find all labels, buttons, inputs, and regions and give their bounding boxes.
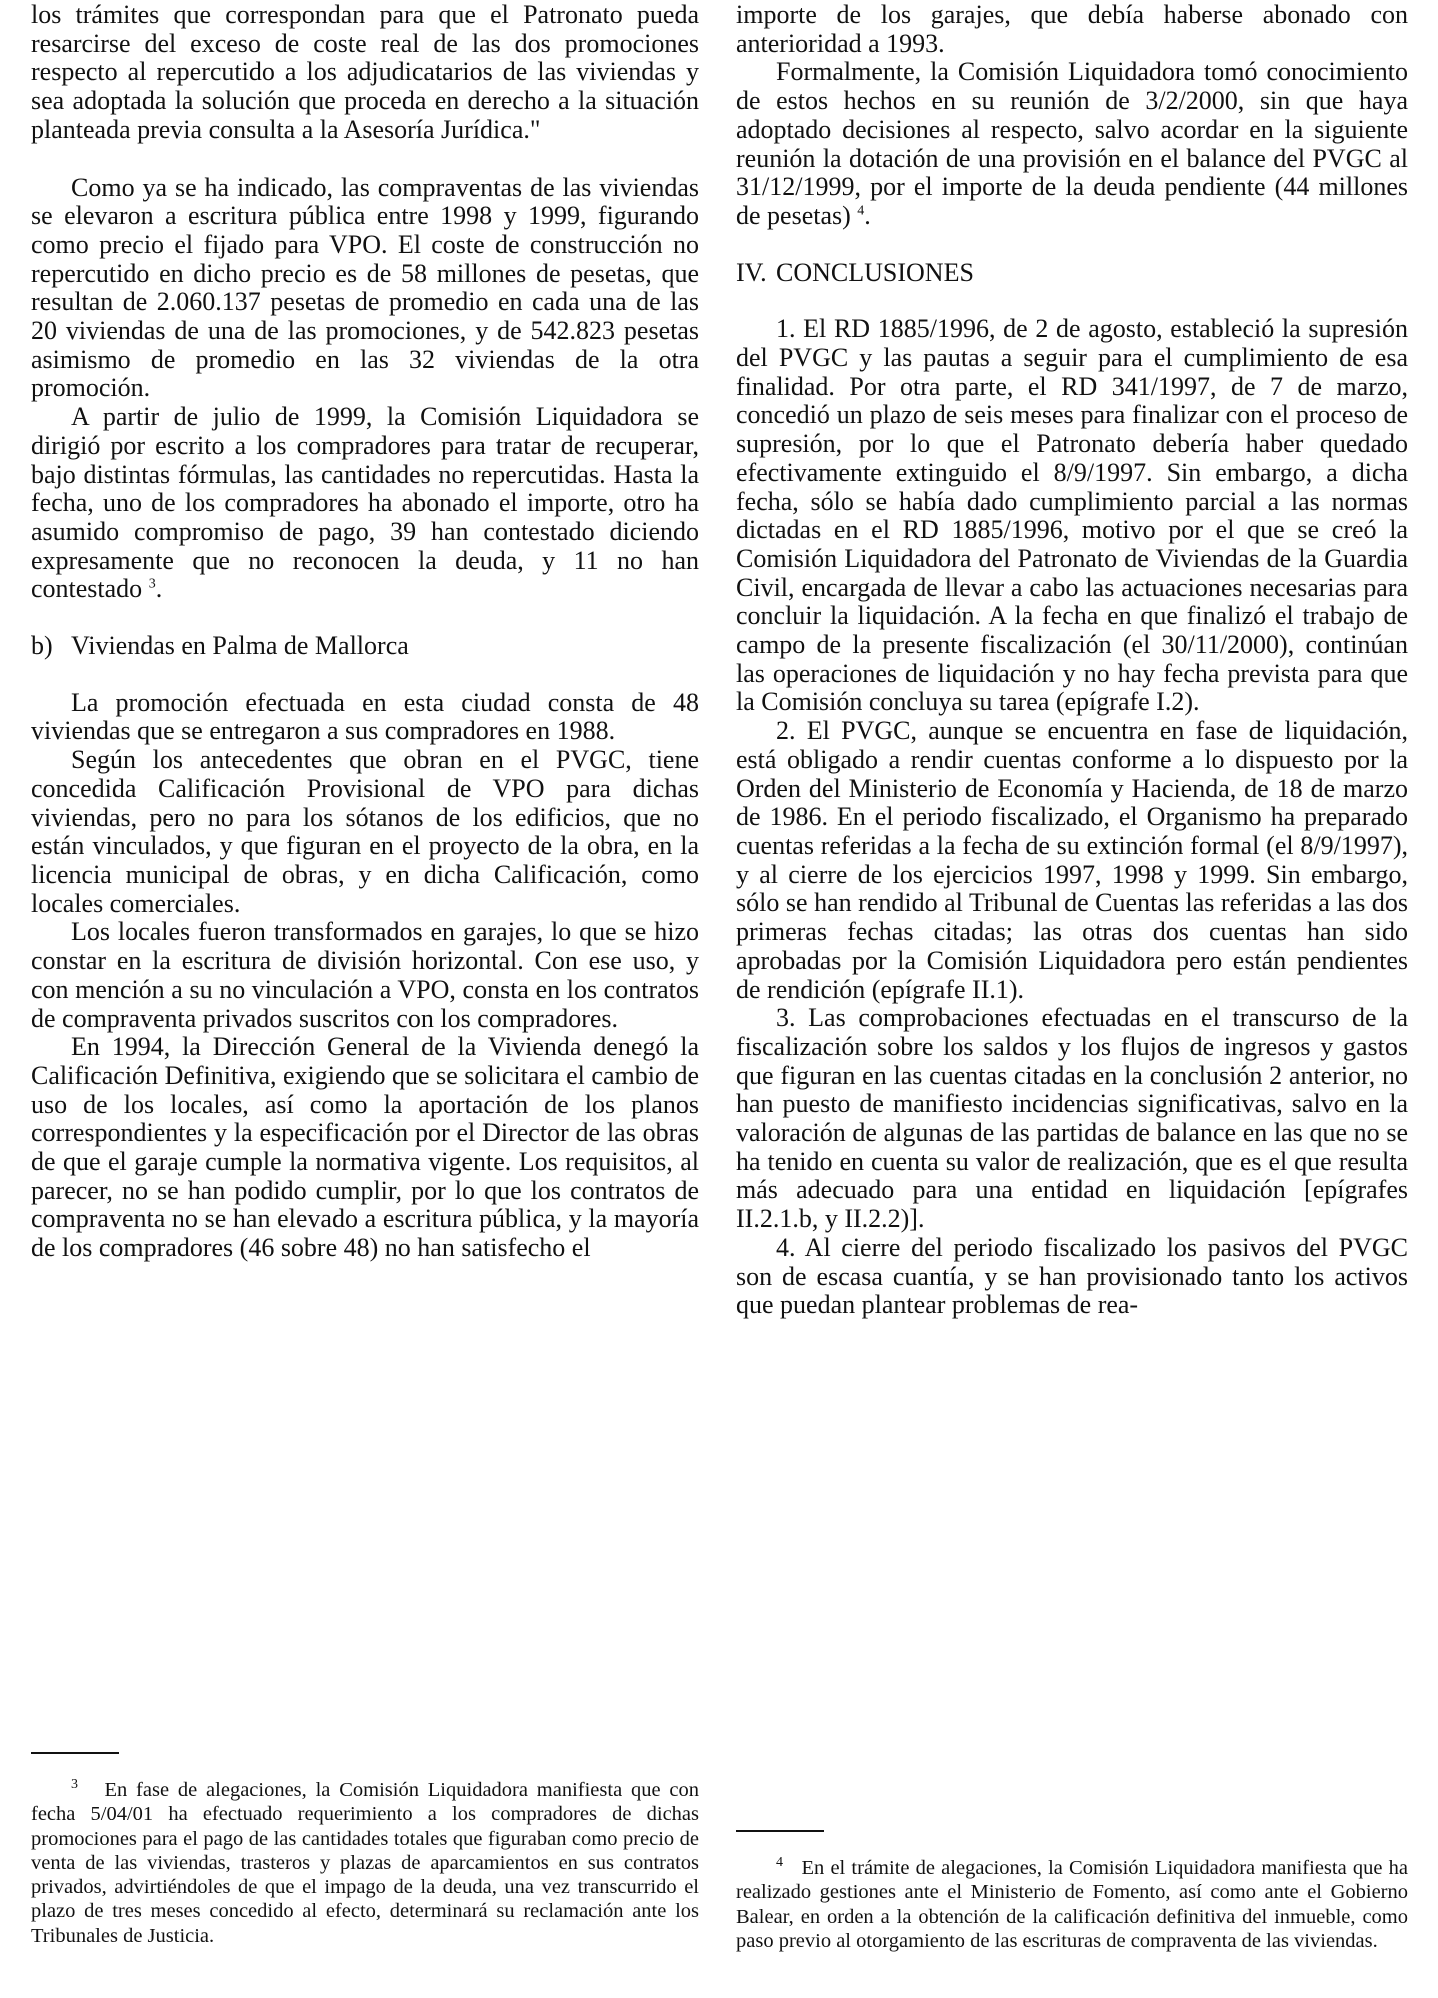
right-column [736,0,1408,1320]
conclusion-2: 2. El PVGC, aunque se encuentra en fase de liquidación, está obligado a rendir cuentas conforme a lo dispuesto por la Orden del Ministerio de Economía y Hacienda, de 18 de marzo de 1986. En el periodo fiscalizado, el Organismo ha preparado cuentas referidas a la fecha de su extinción formal (el 8/9/1997), y al cierre de los ejercicios 1997, 1998 y 1999. Sin embargo, sólo se han rendido al Tribunal de Cuentas las referidas a las dos primeras fechas citadas; las otras dos cuentas han sido aprobadas por la Comisión Liquidadora pero están pendientes de rendición (epígrafe II.1). [736,716,1408,1004]
footnote-ref[interactable]: 4 [857,203,865,219]
paragraph: Los locales fueron transformados en garajes, lo que se hizo constar en la escritura de división horizontal. Con ese uso, y con mención a su no vinculación a VPO, consta en los contratos de compraventa privados suscritos con los compradores. [31,917,699,1033]
conclusion-3: 3. Las comprobaciones efectuadas en el transcurso de la fiscalización sobre los saldos y los flujos de ingresos y gastos que figuran en las cuentas citadas en la conclusión 2 anterior, no han puesto de manifiesto incidencias significativas, salvo en la valoración de algunas de las partidas de balance en las que no se ha tenido en cuenta su valor de realización, que es el que resulta más adecuado para una entidad en liquidación [epígrafes II.2.1.b, y II.2.2)]. [736,1003,1408,1234]
footnote-body: En fase de alegaciones, la Comisión Liquidadora manifiesta que con fecha 5/04/01 ha efectuado requerimiento a los compradores de dichas promociones para el pago de las cantidades totales que figuraban como precio de venta de las viviendas, trasteros y plazas de aparcamientos en sus contratos privados, advirtiéndoles de que el impago de la deuda, una vez transcurrido el plazo de tres meses concedido al efecto, determinará su reclamación ante los Tribunales de Justicia. [31,1779,700,1947]
paragraph: Formalmente, la Comisión Liquidadora tomó conocimiento de estos hechos en su reunión de 3/2/2000, sin que haya adoptado decisiones al respecto, salvo acordar en la siguiente reunión la dotación de una provisión en el balance del PVGC al 31/12/1999, por el importe de la deuda pendiente (44 millones de pesetas) $^4$. [736,57,1408,230]
paragraph: los trámites que correspondan para que el Patronato pueda resarcirse del exceso de coste real de las dos promociones respecto al repercutido a los adjudicatarios de las viviendas y sea adoptada la solución que proceda en derecho a la situación planteada previa consulta a la Asesoría Jurídica." [31,0,699,144]
section-number: IV. [736,257,767,287]
paragraph-text: A partir de julio de 1999, la Comisión Liquidadora se dirigió por escrito a los compradores para tratar de recuperar, bajo distintas fórmulas, las cantidades no repercutidas. Hasta la fecha, uno de los compradores ha abonado el importe, otro ha asumido compromiso de pago, 39 han contestado diciendo expresamente que no reconocen la deuda, y 11 no han contestado [31,402,699,604]
paragraph: En 1994, la Dirección General de la Vivienda denegó la Calificación Definitiva, exigiendo que se solicitara el cambio de uso de los locales, así como la aportación de los planos correspondientes y la especificación por el Director de las obras de que el garaje cumple la normativa vigente. Los requisitos, al parecer, no se han podido cumplir, por lo que los contratos de compraventa no se han elevado a escritura pública, y la mayoría de los compradores (46 sobre 48) no han satisfecho el [31,1032,699,1263]
paragraph [31,174,699,404]
footnote-body: En el trámite de alegaciones, la Comisión Liquidadora manifiesta que ha realizado gestiones ante el Ministerio de Fomento, así como ante el Gobierno Balear, en orden a la obtención de la calificación definitiva del inmueble, como paso previo al otorgamiento de las escrituras de compraventa de las viviendas. [736,1857,1408,1952]
paragraph: La promoción efectuada en esta ciudad consta de 48 viviendas que se entregaron a sus compradores en 1988. [31,687,699,746]
section-heading [736,259,1408,288]
paragraph: importe de los garajes, que debía haberse abonado con anterioridad a 1993. [736,0,1408,58]
footnote-rule [736,1830,824,1832]
footnote-4 [736,1830,1408,1953]
footnote-number: 3 [71,1777,78,1793]
section-heading [31,632,699,661]
paragraph: Según los antecedentes que obran en el PVGC, tiene concedida Calificación Provisional de VPO para dichas viviendas, pero no para los sótanos de los edificios, que no están vinculados, y que figuran en el proyecto de la obra, en la licencia municipal de obras, y en dicha Calificación, como locales comerciales. [31,745,699,918]
section-title: Viviendas en Palma de Mallorca [71,631,409,661]
section-number: b) [31,631,53,661]
paragraph: A partir de julio de 1999, la Comisión Liquidadora se dirigió por escrito a los compradores para tratar de recuperar, bajo distintas fórmulas, las cantidades no repercutidas. Hasta la fecha, uno de los compradores ha abonado el importe, otro ha asumido compromiso de pago, 39 han contestado diciendo expresamente que no reconocen la deuda, y 11 no han contestado $^3$. [31,402,699,604]
footnote-text [736,1856,1408,1953]
paragraph-text: Como ya se ha indicado, las compraventas de las viviendas se elevaron a escritura pública entre 1998 y 1999, figurando como precio el fijado para VPO. El coste de construcción no repercutido en dicho precio es de 58 millones de pesetas, que resultan de 2.060.137 pesetas de promedio en cada una de las 20 viviendas de una de las promociones, y de 542.823 pesetas asimismo de promedio en las 32 viviendas de la otra promoción. [31,172,699,403]
footnote-number: 4 [776,1855,783,1871]
conclusion-1: 1. El RD 1885/1996, de 2 de agosto, estableció la supresión del PVGC y las pautas a seguir para el cumplimiento de esa finalidad. Por otra parte, el RD 341/1997, de 7 de marzo, concedió un plazo de seis meses para finalizar con el proceso de supresión, por lo que el Patronato debería haber quedado efectivamente extinguido el 8/9/1997. Sin embargo, a dicha fecha, sólo se había dado cumplimiento parcial a las normas dictadas en el RD 1885/1996, motivo por el que se creó la Comisión Liquidadora del Patronato de Viviendas de la Guardia Civil, encargada de llevar a cabo las actuaciones necesarias para concluir la liquidación. A la fecha en que finalizó el trabajo de campo de la presente fiscalización (el 30/11/2000), continúan las operaciones de liquidación y no hay fecha prevista para que la Comisión concluya su tarea (epígrafe I.2). [736,314,1408,717]
paragraph-text: Formalmente, la Comisión Liquidadora tomó conocimiento de estos hechos en su reunión de 3/2/2000, sin que haya adoptado decisiones al respecto, salvo acordar en la siguiente reunión la dotación de una provisión en el balance del PVGC al 31/12/1999, por el importe de la deuda pendiente (44 millones de pesetas) [736,57,1408,230]
conclusion-4: 4. Al cierre del periodo fiscalizado los pasivos del PVGC son de escasa cuantía, y se han provisionado tanto los activos que puedan plantear problemas de rea- [736,1232,1408,1320]
footnote-ref[interactable]: 3 [148,576,156,592]
footnote-rule [31,1752,119,1754]
left-column [31,0,699,1263]
footnote-3 [31,1752,699,1948]
footnote-text [31,1778,699,1948]
section-title: CONCLUSIONES [776,257,974,287]
